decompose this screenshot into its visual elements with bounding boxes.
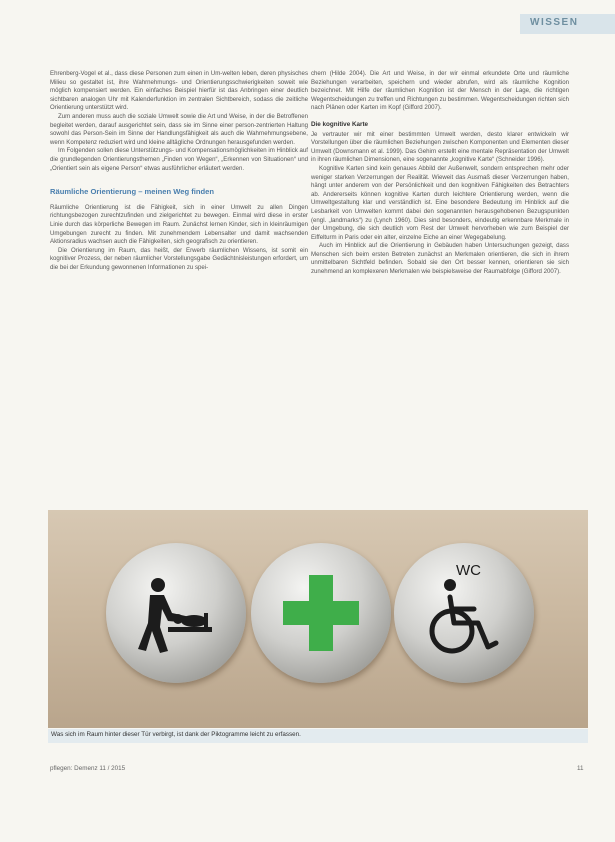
section-heading: Räumliche Orientierung – meinen Weg finden — [50, 187, 214, 197]
pictogram-photo — [48, 510, 588, 728]
subsection-heading: Die kognitive Karte — [311, 120, 369, 128]
journal-footer: pflegen: Demenz 11 / 2015 — [50, 765, 126, 772]
wheelchair-icon — [394, 543, 534, 683]
accessible-wc-sign — [394, 543, 534, 683]
right-column — [311, 70, 569, 277]
paragraph: Zum anderen muss auch die soziale Umwelt sowie die Art und Weise, in der die Betroffenen begleitet werden, darauf ausgerichtet sein, dass sie im Sinne einer person-zentrierten Haltung sowohl das Person-Sein im Sinne der Handlungsfähigkeit als auch die Wahrnehmungsebene, wenn Kompetenz reduziert wird und kleine alltägliche Ordnungen herausgefunden werden. — [50, 112, 308, 146]
section-label — [520, 14, 615, 34]
first-aid-cross-icon — [251, 543, 391, 683]
paragraph: Die Orientierung im Raum, das heißt, der Erwerb räumlichen Wissens, ist somit ein kognitiver Prozess, der neben räumlicher Vorstellungsgabe Gedächtnisleistungen erfordert, um die bei der Erkundung gewonnenen Informationen zu spei- — [50, 246, 308, 271]
figure-caption — [48, 729, 588, 743]
baby-changing-icon — [106, 543, 246, 683]
figure-caption-text: Was sich im Raum hinter dieser Tür verbirgt, ist dank der Piktogramme leicht zu erfassen. — [51, 731, 301, 738]
paragraph: Räumliche Orientierung ist die Fähigkeit, sich in einer Umwelt zu allen Dingen richtungsbezogen zurechtzufinden und zielgerichtet zu bewegen. Einmal wird diese in erster Linie durch das körperliche Bewegen im Raum. Zunächst lernen Kinder, sich in kleinräumigen Umgebungen zurecht zu finden. Mit zunehmendem Lebensalter und damit wachsenden Aktionsradius wachsen auch die Fähigkeiten, sich geografisch zu orientieren. — [50, 203, 308, 246]
paragraph: Im Folgenden sollen diese Unterstützungs- und Kompensationsmöglichkeiten im Hinblick auf die grundlegenden Orientierungsthemen „Finden von Wegen“, „Erkennen von Situationen“ und „Orientiert sein als eigene Person“ etwas ausführlicher erläutert werden. — [50, 147, 308, 172]
baby-changing-sign — [106, 543, 246, 683]
first-aid-sign — [251, 543, 391, 683]
page-number: 11 — [577, 765, 584, 772]
section-label-text: WISSEN — [530, 17, 579, 28]
paragraph: Je vertrauter wir mit einer bestimmten Umwelt werden, desto klarer entwickeln wir Vorstellungen über die räumlichen Beziehungen zwischen Komponenten und Elementen dieser Umwelt (Downsmann et al. 1999). Das Gehirn erstellt eine mentale Repräsentation der Umwelt in ihren räumlichen Dimensionen, eine sogenannte „kognitive Karte“ (Schneider 1996). — [311, 130, 569, 164]
paragraph: chern (Hilde 2004). Die Art und Weise, in der wir einmal erkundete Orte und räumliche Beziehungen verarbeiten, speichern und wieder abrufen, wird als räumliche Kognition bezeichnet. Mit Hilfe der räumlichen Kognition ist der Mensch in der Lage, die richtigen Wegentscheidungen zu treffen und Richtungen zu bestimmen. Wegentscheidungen richten sich nach Plänen oder Karten im Kopf (Gifford 2007). — [311, 70, 569, 112]
paragraph: Kognitive Karten sind kein genaues Abbild der Außenwelt, sondern entsprechen mehr oder weniger starken Verzerrungen der Realität. Wieweit das Ausmaß dieser Verzerrungen haben, hängt unter anderem von der Persönlichkeit und den kognitiven Fähigkeiten des Betrachters ab. Andererseits können kognitive Karten durch leichtere Orientierung werden, wenn die Umweltgestaltung klar und verständlich ist. Eine besondere Bedeutung im Hinblick auf die Lesbarkeit von Umwelten kommt dabei den sogenannten herausgehobenen Bezugspunkten (engl. „landmarks“) zu (Lynch 1960). Dies sind besonders, eindeutig erkennbare Merkmale in der Umgebung, die sich deutlich vom Rest der Umwelt hervorheben wie zum Beispiel der Eiffelturm in Paris oder ein alter, einzelne Eiche an einer Wegegabelung. — [311, 164, 569, 241]
paragraph: Auch im Hinblick auf die Orientierung in Gebäuden haben Untersuchungen gezeigt, dass Menschen sich beim ersten Betreten zunächst an Merkmalen orientieren, die sich in ihrem unmittelbaren Sichtfeld befinden. Sobald sie den Ort besser kennen, orientieren sie sich zunehmend an komplexeren Merkmalen wie beispielsweise der Raumabfolge (Gifford 2007). — [311, 242, 569, 276]
wc-label: WC — [456, 562, 481, 579]
paragraph: Ehrenberg-Vogel et al., dass diese Personen zum einen in Um-welten leben, deren physisches Milieu so gestaltet ist, ihre Wahrnehmungs- und Orientierungsschwierigkeiten soweit wie möglich kompensiert werden. Ein einfaches Beispiel hierfür ist das Anbringen einer deutlich sichtbaren analogen Uhr mit Kalenderfunktion im zentralen Sichtbereich, sodass die zeitliche Orientierung unterstützt wird. — [50, 70, 308, 112]
left-column — [50, 70, 308, 272]
